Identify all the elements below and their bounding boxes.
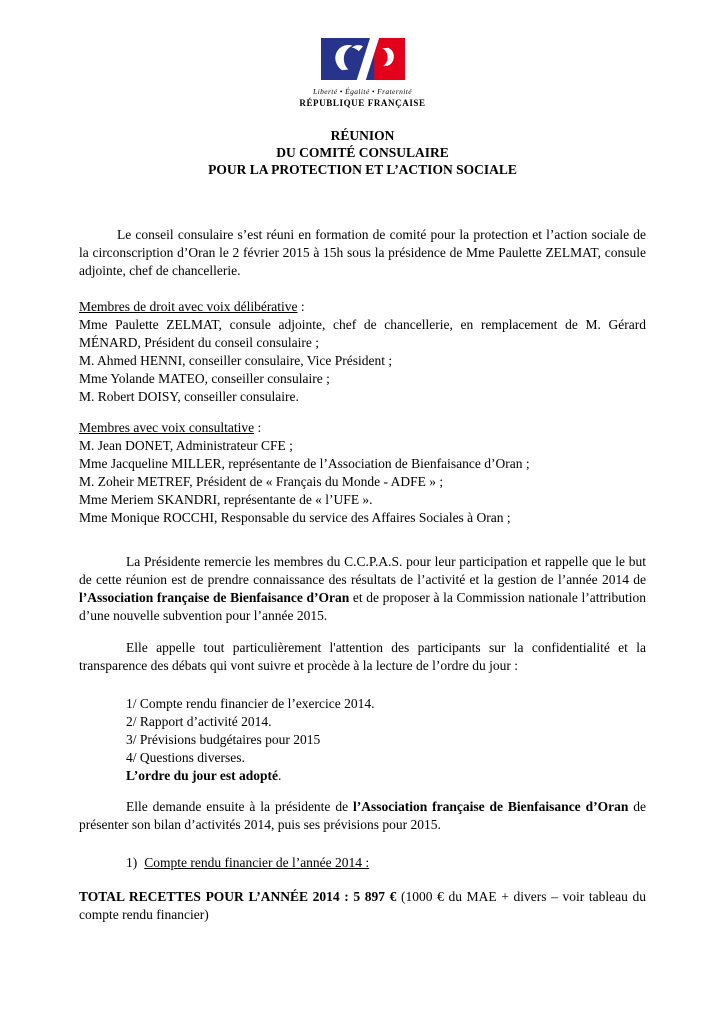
logo-republic-name: RÉPUBLIQUE FRANÇAISE (299, 98, 426, 108)
member-item: M. Robert DOISY, conseiller consulaire. (79, 389, 299, 404)
demande-paragraph-part2: de présenter son bilan d’activités 2014, puis ses prévisions pour 2015. (79, 799, 646, 832)
document-title (79, 127, 646, 178)
title-line-2: DU COMITÉ CONSULAIRE (276, 145, 449, 160)
french-flag-marianne-icon (321, 38, 405, 80)
total-recettes-amount: TOTAL RECETTES POUR L’ANNÉE 2014 : 5 897 € (79, 889, 397, 904)
agenda-adopted-line (126, 767, 646, 785)
members-deliberative-heading (79, 298, 646, 316)
member-item: Mme Meriem SKANDRI, représentante de « l’UFE ». (79, 492, 373, 507)
member-item: Mme Paulette ZELMAT, consule adjointe, chef de chancellerie, en remplacement de M. Gérard MÉNARD, Président du conseil consulaire ; (79, 317, 646, 350)
member-item: Mme Yolande MATEO, conseiller consulaire ; (79, 371, 330, 386)
agenda-item: 2/ Rapport d’activité 2014. (126, 714, 272, 729)
document-header (79, 38, 646, 111)
agenda-item: 4/ Questions diverses. (126, 750, 245, 765)
heading-colon: : (254, 420, 262, 435)
members-deliberative-block (79, 298, 646, 406)
intro-paragraph: Le conseil consulaire s’est réuni en formation de comité pour la protection et l’action sociale de la circonscription d’Oran le 2 février 2015 à 15h sous la présidence de Mme Paulette ZELMAT, consule adjointe, chef de chancellerie. (79, 227, 646, 278)
agenda-list (126, 695, 646, 785)
member-item: Mme Jacqueline MILLER, représentante de l’Association de Bienfaisance d’Oran ; (79, 456, 530, 471)
total-recettes-paragraph (79, 888, 646, 924)
section-1-number: 1) (126, 855, 138, 870)
agenda-adopted-text: L’ordre du jour est adopté (126, 768, 279, 783)
agenda-item: 3/ Prévisions budgétaires pour 2015 (126, 732, 321, 747)
heading-colon: : (297, 299, 305, 314)
presidente-paragraph (79, 553, 646, 625)
title-line-3: POUR LA PROTECTION ET L’ACTION SOCIALE (208, 162, 517, 177)
members-deliberative-heading-text: Membres de droit avec voix délibérative (79, 299, 298, 314)
republique-francaise-logo (299, 38, 425, 109)
association-name-bold: l’Association française de Bienfaisance d’Oran (352, 799, 629, 814)
section-1-heading (126, 854, 646, 872)
agenda-adopted-period: . (278, 768, 282, 783)
section-1-heading-text: Compte rendu financier de l’année 2014 : (144, 855, 370, 870)
members-consultative-heading (79, 419, 646, 437)
title-line-1: RÉUNION (330, 128, 395, 143)
member-item: M. Ahmed HENNI, conseiller consulaire, Vice Président ; (79, 353, 393, 368)
confidentiality-paragraph: Elle appelle tout particulièrement l'attention des participants sur la confidentialité et la transparence des débats qui vont suivre et procède à la lecture de l’ordre du jour : (79, 640, 646, 673)
members-consultative-block (79, 419, 646, 527)
presidente-paragraph-part1: La Présidente remercie les membres du C.C.P.A.S. pour leur participation et rappelle que le but de cette réunion est de prendre connaissance des résultats de l’activité et la gestion de l’année 2014 de (79, 554, 646, 587)
presidente-paragraph-part2: et de proposer à la Commission nationale l’attribution d’une nouvelle subvention pour l’année 2015. (79, 590, 646, 623)
total-recettes-detail: (1000 € du MAE + divers – voir tableau du compte rendu financier) (79, 889, 646, 922)
member-item: M. Jean DONET, Administrateur CFE ; (79, 438, 293, 453)
agenda-item: 1/ Compte rendu financier de l’exercice 2014. (126, 696, 375, 711)
members-consultative-heading-text: Membres avec voix consultative (79, 420, 255, 435)
logo-motto: Liberté • Égalité • Fraternité (313, 87, 412, 96)
member-item: M. Zoheir METREF, Président de « Français du Monde - ADFE » ; (79, 474, 444, 489)
demande-paragraph (79, 798, 646, 834)
association-name-bold: l’Association française de Bienfaisance d’Oran (79, 590, 350, 605)
member-item: Mme Monique ROCCHI, Responsable du service des Affaires Sociales à Oran ; (79, 510, 511, 525)
demande-paragraph-part1: Elle demande ensuite à la présidente de (126, 799, 353, 814)
